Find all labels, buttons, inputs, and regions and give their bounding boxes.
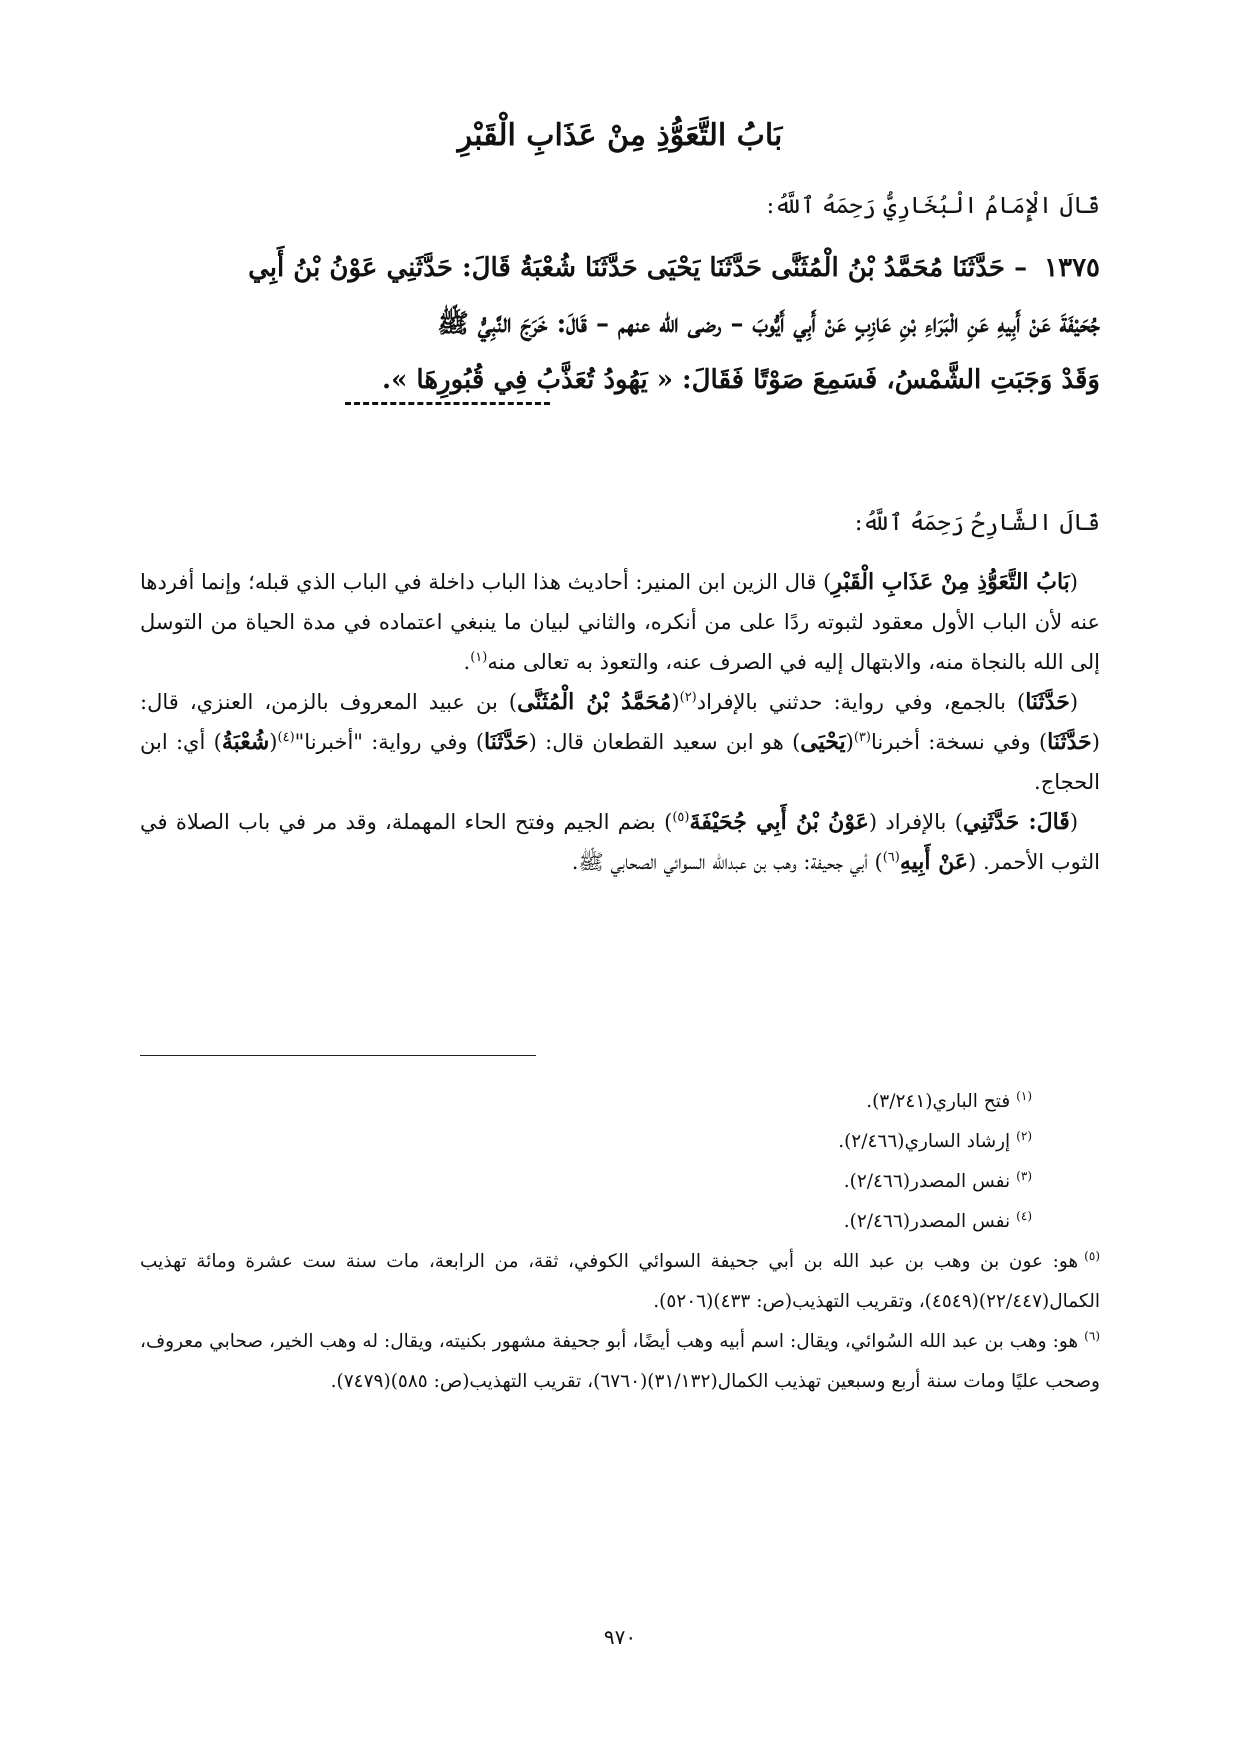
footnote-ref[interactable]: (٦) bbox=[882, 850, 900, 865]
footnote-ref[interactable]: (٤) bbox=[277, 730, 295, 745]
commentary-text: بن عبيد المعروف بالزمن، العنزي، قال: bbox=[140, 690, 509, 714]
speaker-imam: قَالَ الْإِمَامُ الْبُخَارِيُّ رَحِمَهُ ٱللَّهُ: bbox=[766, 193, 1100, 219]
footnote-item bbox=[140, 1122, 1100, 1162]
chapter-title: بَابُ التَّعَوُّذِ مِنْ عَذَابِ الْقَبْرِ bbox=[457, 118, 783, 153]
footnote-item bbox=[140, 1322, 1100, 1402]
hadith-line-3: وَقَدْ وَجَبَتِ الشَّمْسُ، فَسَمِعَ صَوْتًا فَقَالَ: « يَهُودُ تُعَذَّبُ فِي قُبُورِهَا ». bbox=[382, 365, 1100, 395]
dashed-separator bbox=[345, 402, 550, 405]
commentary-text: بضم الجيم وفتح الحاء المهملة، وقد مر في باب الصلاة في الثوب الأحمر. bbox=[140, 810, 1100, 874]
commentary-paragraph-2: (حَدَّثَنَا) بالجمع، وفي رواية: حدثني بالإفراد$^{(٢)}$(مُحَمَّدُ بْنُ الْمُثَنَّى) بن عبيد المعروف بالزمن، العنزي، قال: (حَدَّثَنَا) وفي نسخة: أخبرنا$^{(٣)}$(يَحْيَى) هو ابن سعيد القطعان قال: (حَدَّثَنَا) وفي رواية: "أخبرنا"$^{(٤)}$(شُعْبَةُ) أي: ابن الحجاج. bbox=[140, 689, 1100, 794]
footnote-mark: (٢) bbox=[1016, 1128, 1032, 1143]
footnote-ref[interactable]: (٣) bbox=[853, 730, 871, 745]
footnote-mark: (٤) bbox=[1016, 1208, 1032, 1223]
footnote-item bbox=[140, 1082, 1100, 1122]
bold-term: حَدَّثَنَا bbox=[1047, 729, 1092, 755]
commentary-paragraph-3: (قَالَ: حَدَّثَنِي) بالإفراد (عَوْنُ بْنُ أَبِي جُحَيْفَةَ$^{(٥)}$) بضم الجيم وفتح الحاء المهملة، وقد مر في باب الصلاة في الثوب الأحمر. (عَنْ أَبِيهِ$^{(٦)}$) أبي جحيفة: وهب بن عبدالله السوائي الصحابي ﷺ. bbox=[140, 809, 1100, 875]
bold-term: يَحْيَى bbox=[800, 729, 846, 755]
footnote-text: هو: عون بن وهب بن عبد الله بن أبي جحيفة السوائي الكوفي، ثقة، من الرابعة، مات سنة ست عشرة ومائة تهذيب الكمال(٢٢/٤٤٧)(٤٥٤٩)، وتقريب التهذيب(ص: ٤٣٣)(٥٢٠٦). bbox=[140, 1251, 1100, 1312]
document-page bbox=[140, 0, 1100, 1754]
paren-open: ( bbox=[1069, 570, 1078, 594]
bold-term: عَنْ أَبِيهِ bbox=[899, 849, 969, 875]
hadith-dash: – bbox=[1014, 253, 1028, 283]
commentary-text: وفي رواية: "أخبرنا" bbox=[294, 730, 476, 754]
footnote-text: فتح الباري(٣/٢٤١). bbox=[866, 1091, 1011, 1112]
footnote-text: هو: وهب بن عبد الله السُوائي، ويقال: اسم أبيه وهب أيضًا، أبو جحيفة مشهور بكنيته، ويقال: له وهب الخير، صحابي معروف، وصحب عليًا ومات سنة أربع وسبعين تهذيب الكمال(٣١/١٣٢)(٦٧٦٠)، تقريب التهذيب(ص: ٥٨٥)(٧٤٧٩). bbox=[140, 1331, 1100, 1392]
footnote-text: نفس المصدر(٢/٤٦٦). bbox=[843, 1171, 1011, 1192]
footnote-item bbox=[140, 1202, 1100, 1242]
commentary-text: أي: ابن الحجاج. bbox=[140, 730, 1100, 794]
footnote-mark: (٦) bbox=[1084, 1328, 1100, 1343]
footnote-ref[interactable]: (٥) bbox=[672, 810, 690, 825]
footnote-item bbox=[140, 1242, 1100, 1322]
page-number: ٩٧٠ bbox=[603, 1625, 637, 1649]
footnote-mark: (٣) bbox=[1016, 1168, 1032, 1183]
commentary-text: بالجمع، وفي رواية: حدثني بالإفراد bbox=[696, 690, 1017, 714]
bold-term: حَدَّثَنَا bbox=[1025, 689, 1070, 715]
footnote-rule bbox=[140, 1055, 536, 1056]
footnote-ref[interactable]: (١) bbox=[470, 650, 488, 665]
footnote-ref[interactable]: (٢) bbox=[679, 690, 697, 705]
footnote-item bbox=[140, 1162, 1100, 1202]
commentary-paragraph-1 bbox=[140, 562, 1100, 682]
hadith-line-2: جُحَيْفَةَ عَنْ أَبِيهِ عَنِ الْبَرَاءِ بْنِ عَازِبٍ عَنْ أَبِي أَيُّوبَ – رضى الله عنهم – قَالَ: خَرَجَ النَّبِيُّ ﷺ bbox=[437, 309, 1100, 339]
paren-close: ) bbox=[823, 570, 832, 594]
bold-term: قَالَ: حَدَّثَنِي bbox=[962, 809, 1070, 835]
footnote-mark: (٥) bbox=[1084, 1248, 1100, 1263]
hadith-number: ١٣٧٥ bbox=[1044, 253, 1100, 283]
hadith-line-1: حَدَّثَنَا مُحَمَّدُ بْنُ الْمُثَنَّى حَدَّثَنَا يَحْيَى حَدَّثَنَا شُعْبَةُ قَالَ: حَدَّثَنِي عَوْنُ بْنُ أَبِي bbox=[248, 253, 1006, 283]
bold-term: شُعْبَةُ bbox=[221, 729, 270, 755]
footnote-mark: (١) bbox=[1016, 1088, 1032, 1103]
commentary-text: بالإفراد bbox=[877, 810, 955, 834]
footnotes bbox=[140, 1082, 1100, 1402]
hadith-text bbox=[140, 240, 1100, 408]
bold-term: حَدَّثَنَا bbox=[484, 729, 529, 755]
commentary-text: . bbox=[463, 650, 471, 674]
commentary-text: وفي نسخة: أخبرنا bbox=[870, 730, 1039, 754]
commentary-text: قال الزين ابن المنير: أحاديث هذا الباب داخلة في الباب الذي قبله؛ وإنما أفردها عنه لأن الباب الأول معقود لثبوته ردًا على من أنكره، والثاني لبيان ما ينبغي اعتماده في مدة الحياة من التوسل إلى الله بالنجاة منه، والابتهال إليه في الصرف عنه، والتعوذ به تعالى منه bbox=[140, 570, 1100, 674]
speaker-sharih: قَالَ الشَّارِحُ رَحِمَهُ ٱللَّهُ: bbox=[854, 510, 1100, 536]
commentary-text: أبي جحيفة: وهب بن عبدالله السوائي الصحابي ﷺ. bbox=[571, 850, 875, 874]
commentary bbox=[140, 562, 1100, 882]
bold-term: عَوْنُ بْنُ أَبِي جُحَيْفَةَ bbox=[689, 809, 869, 835]
commentary-text: هو ابن سعيد القطعان قال: bbox=[536, 730, 793, 754]
footnote-text: نفس المصدر(٢/٤٦٦). bbox=[843, 1211, 1011, 1232]
bold-term: بَابُ التَّعَوُّذِ مِنْ عَذَابِ الْقَبْرِ bbox=[831, 569, 1070, 595]
bold-term: مُحَمَّدُ بْنُ الْمُثَنَّى bbox=[517, 689, 672, 715]
footnote-text: إرشاد الساري(٢/٤٦٦). bbox=[838, 1131, 1011, 1152]
